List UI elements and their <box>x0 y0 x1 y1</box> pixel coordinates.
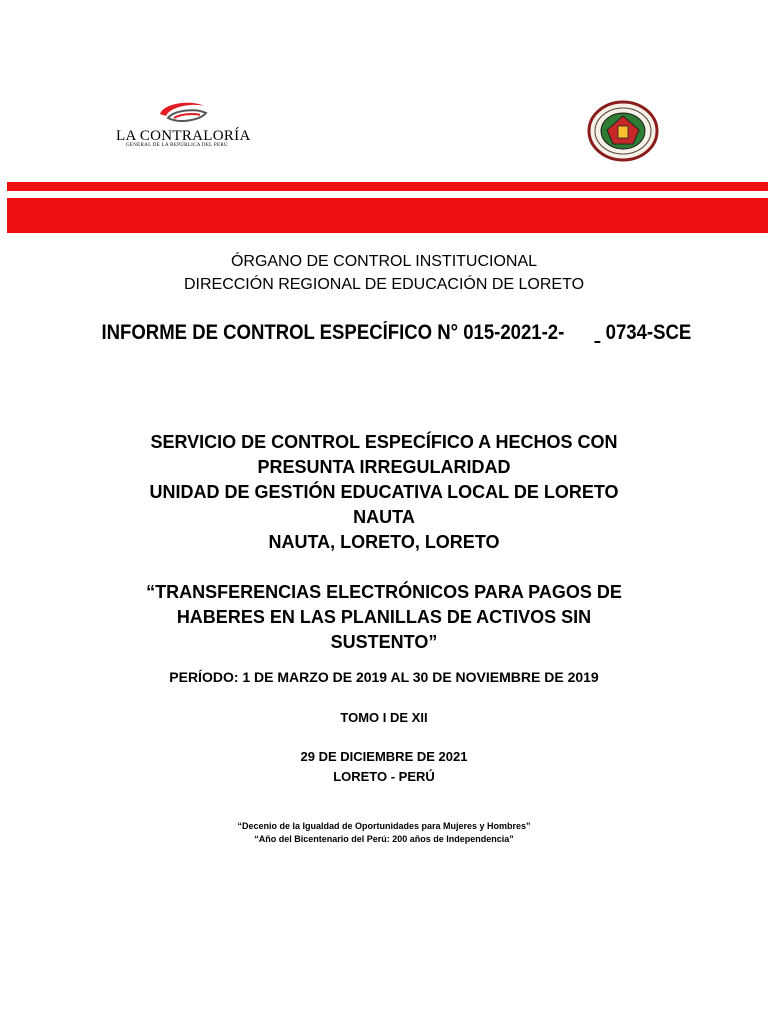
motto-line-1: “Decenio de la Igualdad de Oportunidades para Mujeres y Hombres” <box>237 821 531 831</box>
contraloria-swoosh-icon <box>154 100 214 130</box>
date-line-2: LORETO - PERÚ <box>333 769 435 784</box>
service-line-1: SERVICIO DE CONTROL ESPECÍFICO A HECHOS CON <box>150 432 618 452</box>
report-title <box>0 319 768 347</box>
report-period: PERÍODO: 1 DE MARZO DE 2019 AL 30 DE NOVIEMBRE DE 2019 <box>169 669 599 685</box>
service-line-5: NAUTA, LORETO, LORETO <box>268 532 500 552</box>
header-red-bar-thick <box>7 198 768 233</box>
motto-line-2: “Año del Bicentenario del Perú: 200 años de Independencia” <box>254 834 514 844</box>
date-line-1: 29 DE DICIEMBRE DE 2021 <box>300 749 468 764</box>
service-description <box>0 430 768 555</box>
report-title-line-2: 0734-SCE <box>605 321 692 344</box>
seal-emblem-icon <box>587 100 659 162</box>
service-line-4: NAUTA <box>353 507 415 527</box>
report-date <box>0 747 768 787</box>
regional-seal <box>587 100 659 162</box>
contraloria-logo <box>116 100 256 152</box>
subject-line-1: “TRANSFERENCIAS ELECTRÓNICOS PARA PAGOS DE <box>146 582 622 602</box>
organization-line-1: ÓRGANO DE CONTROL INSTITUCIONAL <box>230 253 538 270</box>
organization-line-2: DIRECCIÓN REGIONAL DE EDUCACIÓN DE LORETO <box>183 276 585 293</box>
organization-heading <box>0 250 768 296</box>
logo-subtext: GENERAL DE LA REPÚBLICA DEL PERÚ <box>126 143 228 148</box>
volume-label: TOMO I DE XII <box>340 710 428 725</box>
official-mottos <box>0 820 768 846</box>
header-red-bar-thin <box>7 182 768 191</box>
logo-text: LA CONTRALORÍA <box>116 128 251 144</box>
report-title-line-1: INFORME DE CONTROL ESPECÍFICO N° 015-2021-2- <box>101 321 565 344</box>
service-line-3: UNIDAD DE GESTIÓN EDUCATIVA LOCAL DE LORETO <box>149 482 619 502</box>
service-line-2: PRESUNTA IRREGULARIDAD <box>257 457 511 477</box>
subject-line-2: HABERES EN LAS PLANILLAS DE ACTIVOS SIN <box>176 607 592 627</box>
subject-line-3: SUSTENTO” <box>330 632 438 652</box>
report-subject <box>0 580 768 655</box>
